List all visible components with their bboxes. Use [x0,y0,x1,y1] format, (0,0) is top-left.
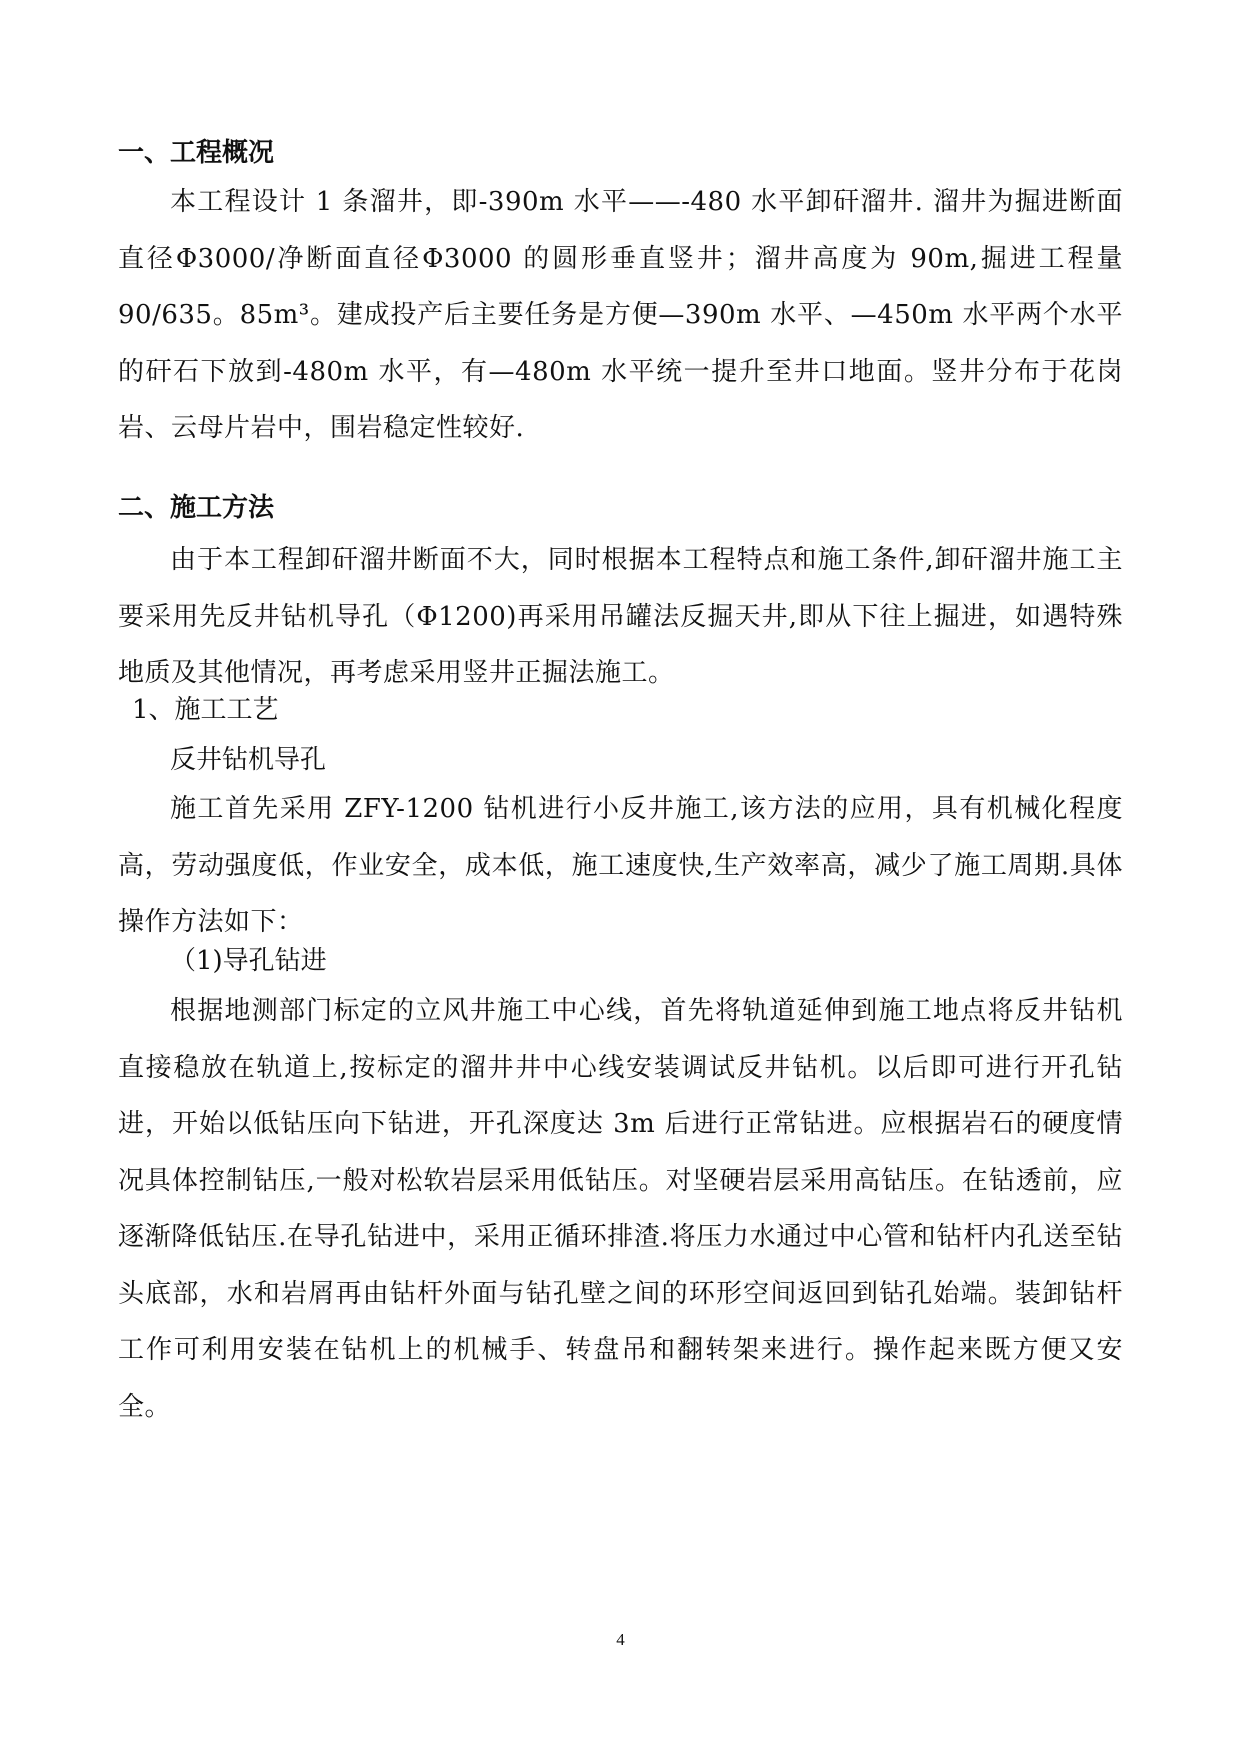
construction-method-paragraph: 由于本工程卸矸溜井断面不大，同时根据本工程特点和施工条件,卸矸溜井施工主要采用先反井钻机导孔（Φ1200)再采用吊罐法反掘天井,即从下往上掘进，如遇特殊地质及其他情况，再考虑采用竖井正掘法施工。 [118,545,1123,688]
page-number: 4 [616,1630,625,1649]
raise-boring-method-paragraph: 施工首先采用 ZFY-1200 钻机进行小反井施工,该方法的应用，具有机械化程度高，劳动强度低，作业安全，成本低，施工速度快,生产效率高，减少了施工周期.具体操作方法如下： [118,794,1123,937]
subsubheading-raise-boring-pilot-hole: 反井钻机导孔 [170,745,327,775]
section-heading-construction-method: 二、施工方法 [118,493,275,523]
step-heading-pilot-hole-drilling: （1)导孔钻进 [170,946,327,976]
subheading-construction-process: 1、施工工艺 [132,695,279,725]
pilot-hole-drilling-paragraph: 根据地测部门标定的立风井施工中心线，首先将轨道延伸到施工地点将反井钻机直接稳放在轨道上,按标定的溜井井中心线安装调试反井钻机。以后即可进行开孔钻进，开始以低钻压向下钻进，开孔深度达 3m 后进行正常钻进。应根据岩石的硬度情况具体控制钻压,一般对松软岩层采用低钻压。对坚硬岩层采用高钻压。在钻透前，应逐渐降低钻压.在导孔钻进中，采用正循环排渣.将压力水通过中心管和钻杆内孔送至钻头底部，水和岩屑再由钻杆外面与钻孔壁之间的环形空间返回到钻孔始端。装卸钻杆工作可利用安装在钻机上的机械手、转盘吊和翻转架来进行。操作起来既方便又安全。 [118,996,1123,1422]
project-overview-paragraph: 本工程设计 1 条溜井，即-390m 水平——-480 水平卸矸溜井. 溜井为掘进断面直径Φ3000/净断面直径Φ3000 的圆形垂直竖井；溜井高度为 90m,掘进工程量 90/635。85m³。建成投产后主要任务是方便—390m 水平、—450m 水平两个水平的矸石下放到-480m 水平，有—480m 水平统一提升至井口地面。竖井分布于花岗岩、云母片岩中，围岩稳定性较好. [118,187,1123,443]
section-heading-project-overview: 一、工程概况 [118,138,275,168]
